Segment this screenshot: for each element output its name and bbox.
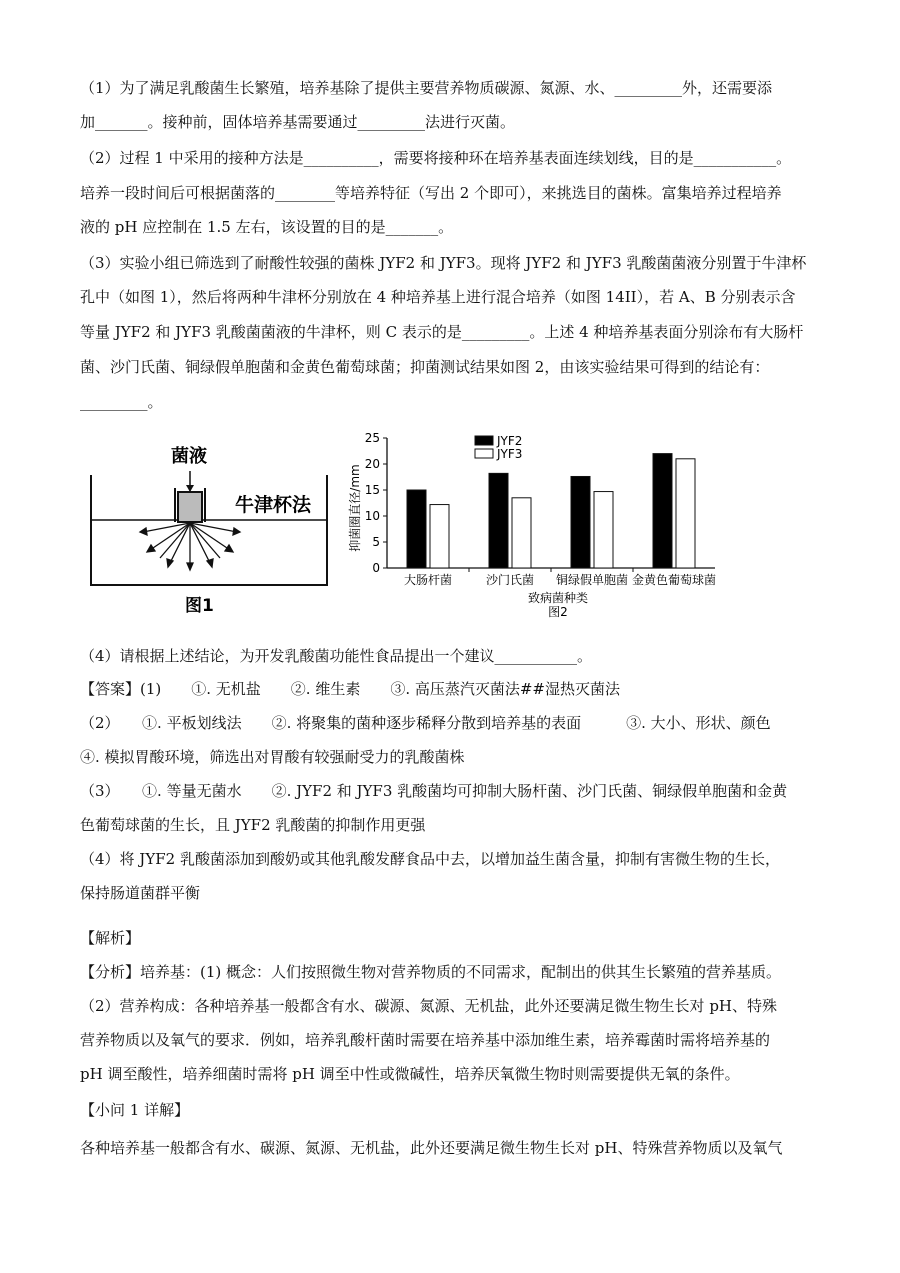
text-line-2: 加_______。接种前，固体培养基需要通过_________法进行灭菌。: [80, 113, 516, 131]
label-oxford-cup-method: 牛津杯法: [235, 494, 312, 516]
answer-line-6: （4）将 JYF2 乳酸菌添加到酸奶或其他乳酸发酵食品中去，以增加益生菌含量，抑制有害微生物的生长，: [80, 850, 780, 868]
bar-jyf3-1: [512, 498, 531, 568]
analysis-line-1: 【分析】培养基：(1) 概念：人们按照微生物对营养物质的不同需求，配制出的供其生长繁殖的营养基质。: [80, 963, 782, 981]
answer-line-4: （3） ①. 等量无菌水 ②. JYF2 和 JYF3 乳酸菌均可抑制大肠杆菌、沙门氏菌、铜绿假单胞菌和金黄: [80, 782, 788, 800]
chart-bars: [407, 454, 695, 568]
text-line-6: （3）实验小组已筛选到了耐酸性较强的菌株 JYF2 和 JYF3。现将 JYF2 和 JYF3 乳酸菌菌液分别置于牛津杯: [80, 254, 807, 272]
answer-line-3: ④. 模拟胃酸环境，筛选出对胃酸有较强耐受力的乳酸菌株: [80, 748, 465, 766]
y-axis-label: 抑菌圈直径/mm: [348, 464, 362, 552]
figure-2-caption: 图2: [548, 605, 568, 619]
text-line-9: 菌、沙门氏菌、铜绿假单胞菌和金黄色葡萄球菌；抑菌测试结果如图 2，由该实验结果可得到的结论有：: [80, 358, 770, 376]
label-bacterial-liquid: 菌液: [171, 446, 207, 467]
oxford-cup-diagram: [85, 435, 335, 625]
answer-line-5: 色葡萄球菌的生长，且 JYF2 乳酸菌的抑制作用更强: [80, 816, 426, 834]
y-tick-label: 25: [364, 431, 380, 445]
bar-jyf3-3: [676, 459, 695, 568]
bar-jyf3-2: [594, 492, 613, 568]
text-line-5: 液的 pH 应控制在 1.5 左右，该设置的目的是_______。: [80, 218, 454, 236]
text-line-1: （1）为了满足乳酸菌生长繁殖，培养基除了提供主要营养物质碳源、氮源、水、_________外，还需要添: [80, 79, 773, 97]
text-line-4: 培养一段时间后可根据菌落的________等培养特征（写出 2 个即可），来挑选目的菌株。富集培养过程培养: [80, 184, 782, 202]
x-tick-label: 大肠杆菌: [403, 573, 453, 587]
legend-label-jyf2: JYF2: [497, 434, 523, 448]
legend-swatch-jyf2: [475, 436, 493, 445]
text-line-7: 孔中（如图 1），然后将两种牛津杯分别放在 4 种培养基上进行混合培养（如图 14II），若 A、B 分别表示含: [80, 288, 796, 306]
text-line-11: （4）请根据上述结论，为开发乳酸菌功能性食品提出一个建议___________。: [80, 647, 593, 665]
figure-1: [85, 435, 335, 625]
x-tick-label: 铜绿假单胞菌: [555, 573, 629, 587]
bar-jyf3-0: [430, 505, 449, 568]
analysis-line-4: pH 调至酸性，培养细菌时需将 pH 调至中性或微碱性，培养厌氧微生物时则需要提供无氧的条件。: [80, 1065, 740, 1083]
figure-2: [345, 430, 725, 630]
text-line-10: _________。: [80, 393, 163, 411]
figure-1-caption: 图1: [185, 596, 214, 616]
legend-label-jyf3: JYF3: [497, 447, 523, 461]
y-tick-label: 20: [364, 457, 380, 471]
subquestion-1-heading: 【小问 1 详解】: [80, 1101, 190, 1119]
bar-jyf2-3: [653, 454, 672, 568]
y-tick-label: 10: [364, 509, 380, 523]
x-tick-label: 金黄色葡萄球菌: [631, 573, 717, 587]
legend-swatch-jyf3: [475, 449, 493, 458]
answer-line-1: 【答案】(1) ①. 无机盐 ②. 维生素 ③. 高压蒸汽灭菌法##湿热灭菌法: [80, 680, 620, 698]
y-tick-label: 5: [372, 535, 380, 549]
bar-jyf2-2: [571, 476, 590, 568]
y-tick-label: 0: [372, 561, 380, 575]
answer-line-7: 保持肠道菌群平衡: [80, 884, 201, 902]
x-axis-label: 致病菌种类: [527, 591, 589, 605]
text-line-3: （2）过程 1 中采用的接种方法是__________，需要将接种环在培养基表面连续划线，目的是___________。: [80, 149, 792, 167]
inhibition-bar-chart: [345, 430, 725, 630]
text-line-8: 等量 JYF2 和 JYF3 乳酸菌菌液的牛津杯，则 C 表示的是_________。上述 4 种培养基表面分别涂布有大肠杆: [80, 323, 804, 341]
bar-jyf2-1: [489, 473, 508, 568]
answer-line-2: （2） ①. 平板划线法 ②. 将聚集的菌种逐步稀释分散到培养基的表面 ③. 大小、形状、颜色: [80, 714, 771, 732]
analysis-line-3: 营养物质以及氧气的要求．例如，培养乳酸杆菌时需要在培养基中添加维生素，培养霉菌时需将培养基的: [80, 1031, 771, 1049]
bar-jyf2-0: [407, 490, 426, 568]
analysis-line-2: （2）营养构成：各种培养基一般都含有水、碳源、氮源、无机盐，此外还要满足微生物生长对 pH、特殊: [80, 997, 777, 1015]
y-tick-label: 15: [364, 483, 380, 497]
x-tick-label: 沙门氏菌: [485, 573, 535, 587]
subquestion-1-line-1: 各种培养基一般都含有水、碳源、氮源、无机盐，此外还要满足微生物生长对 pH、特殊营养物质以及氧气: [80, 1139, 783, 1157]
analysis-heading: 【解析】: [80, 929, 141, 947]
